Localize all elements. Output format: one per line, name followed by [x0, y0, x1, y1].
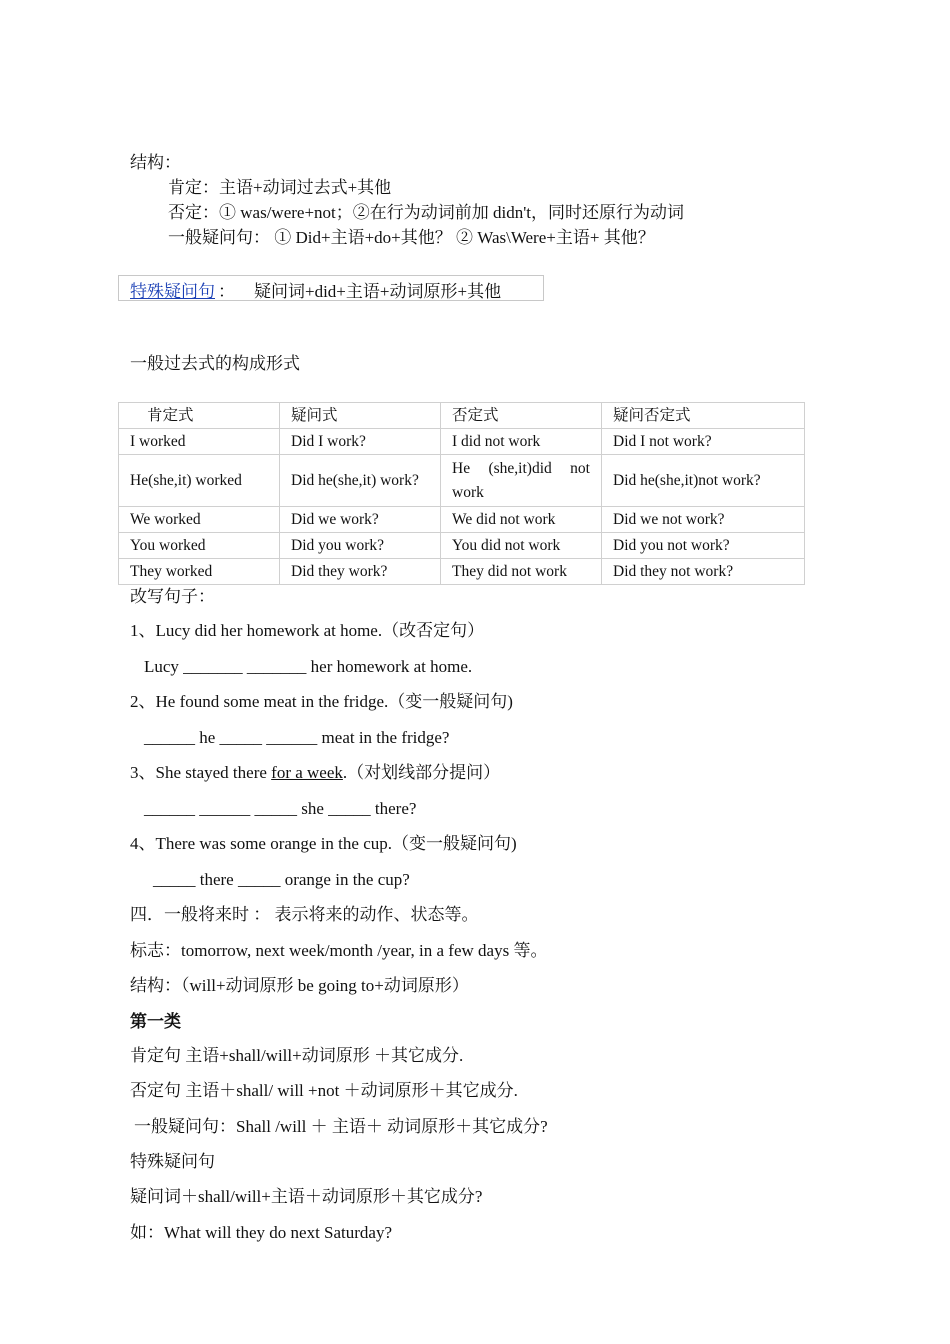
table-cell: I worked [119, 429, 280, 455]
table-row [119, 429, 805, 455]
table-cell: He (she,it)did not work [441, 455, 602, 507]
table-cell: Did I not work? [602, 429, 805, 455]
table-cell: You did not work [441, 533, 602, 559]
table-row [119, 455, 805, 507]
table-cell: You worked [119, 533, 280, 559]
structure-question: 一般疑问句： ① Did+主语+do+其他？ ② Was\Were+主语+ 其他？ [168, 228, 655, 247]
special-question-link[interactable]: 特殊疑问句 [130, 282, 215, 301]
table-cell: We worked [119, 507, 280, 533]
structure-affirmative: 肯定：主语+动词过去式+其他 [168, 178, 392, 197]
table-row [119, 559, 805, 585]
exercise-q3-underlined: for a week [271, 763, 343, 782]
table-cell: We did not work [441, 507, 602, 533]
future-affirmative: 肯定句 主语+shall/will+动词原形 ＋其它成分. [130, 1046, 464, 1065]
exercise-a2: ______ he _____ ______ meat in the fridge? [144, 728, 450, 747]
table-cell: Did he(she,it)not work? [602, 455, 805, 507]
future-negative: 否定句 主语＋shall/ will +not ＋动词原形＋其它成分. [130, 1081, 518, 1100]
exercise-q1: 1、Lucy did her homework at home.（改否定句） [130, 621, 485, 640]
table-cell: He(she,it) worked [119, 455, 280, 507]
exercise-q4: 4、There was some orange in the cup.（变一般疑问句) [130, 834, 517, 853]
table-cell: Did you work? [280, 533, 441, 559]
table-header: 疑问式 [280, 403, 441, 429]
special-question-colon: ： [218, 282, 235, 301]
exercise-q2: 2、He found some meat in the fridge.（变一般疑问句) [130, 692, 513, 711]
table-header: 疑问否定式 [602, 403, 805, 429]
table-cell: Did they not work? [602, 559, 805, 585]
exercise-a3: ______ ______ _____ she _____ there? [144, 799, 417, 818]
future-category: 第一类 [130, 1012, 181, 1031]
structure-negative: 否定：① was/were+not；②在行为动词前加 didn't，同时还原行为动词 [168, 203, 685, 222]
table-cell: Did I work? [280, 429, 441, 455]
future-special-heading: 特殊疑问句 [130, 1152, 215, 1171]
special-question-formula: 疑问词+did+主语+动词原形+其他 [254, 282, 502, 301]
table-cell: Did they work? [280, 559, 441, 585]
future-markers: 标志：tomorrow, next week/month /year, in a few days 等。 [130, 941, 548, 960]
exercise-q3-pre: 3、She stayed there [130, 763, 272, 782]
table-cell: They did not work [441, 559, 602, 585]
structure-heading: 结构： [130, 153, 181, 172]
table-cell: Did we not work? [602, 507, 805, 533]
table-title: 一般过去式的构成形式 [130, 354, 300, 373]
future-special-formula: 疑问词＋shall/will+主语＋动词原形＋其它成分? [130, 1187, 483, 1206]
exercise-q3-post: .（对划线部分提问） [342, 763, 501, 782]
future-example: 如：What will they do next Saturday? [130, 1223, 393, 1242]
special-question-box [118, 275, 544, 301]
exercise-a1: Lucy _______ _______ her homework at home. [144, 657, 473, 676]
table-cell: Did you not work? [602, 533, 805, 559]
future-structure: 结构：（will+动词原形 be going to+动词原形） [130, 976, 469, 995]
past-tense-table [118, 402, 805, 585]
future-title: 四．一般将来时 ： 表示将来的动作、状态等。 [130, 905, 479, 924]
table-header: 否定式 [441, 403, 602, 429]
exercise-heading: 改写句子： [130, 587, 215, 606]
exercise-a4: _____ there _____ orange in the cup? [153, 870, 410, 889]
table-cell: Did we work? [280, 507, 441, 533]
exercise-q3 [130, 762, 500, 784]
table-row [119, 507, 805, 533]
table-cell: I did not work [441, 429, 602, 455]
table-cell: They worked [119, 559, 280, 585]
future-question: 一般疑问句：Shall /will ＋ 主语＋ 动词原形＋其它成分? [134, 1117, 548, 1136]
table-header-row [119, 403, 805, 429]
table-row [119, 533, 805, 559]
table-cell: Did he(she,it) work? [280, 455, 441, 507]
table-header: 肯定式 [119, 403, 280, 429]
